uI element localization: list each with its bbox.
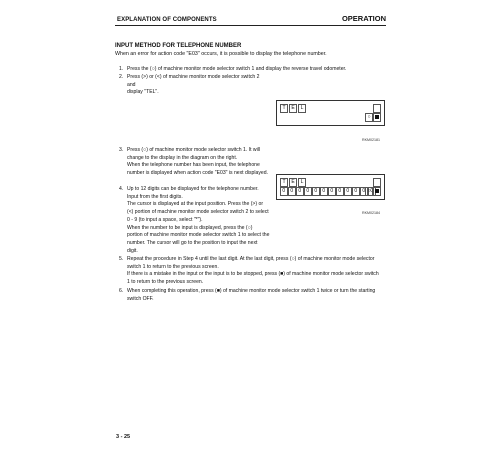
section-intro: When an error for action code "E03" occurs, it is possible to display the telephone number. (115, 51, 327, 57)
step-line: 1 to return to the previous screen. (127, 279, 204, 286)
step-line: The cursor is displayed at the input position. Press the (>) or (127, 201, 264, 208)
lcd-digit-cell: 0 (336, 187, 344, 196)
lcd-cell: T (280, 178, 288, 187)
lcd-digit-cell: 0 (280, 187, 288, 196)
header-chapter-label: OPERATION (341, 14, 386, 23)
lcd-digit-cell: 0 (368, 187, 376, 196)
lcd-digit-cell: 0 (312, 187, 320, 196)
step-line: display "TEL". (127, 89, 159, 96)
lcd-digit-cell: 0 (320, 187, 328, 196)
step-3 (119, 147, 277, 178)
lcd-indicator-cell: ○ (365, 113, 373, 122)
step-line: digit. (127, 247, 138, 254)
step-number: 3. (119, 147, 124, 153)
lcd-digit-cell: 0 (328, 187, 336, 196)
lcd-cell: E (289, 104, 297, 113)
lcd-digit-row (280, 187, 376, 196)
section-title: INPUT METHOD FOR TELEPHONE NUMBER (115, 43, 242, 49)
lcd-indicator-cell (373, 178, 381, 187)
figure-reference: RKM02184 (362, 211, 380, 215)
step-line: number. The cursor will go to the position to input the next (127, 239, 258, 246)
step-number: 1. (119, 66, 124, 72)
lcd-digit-cell: 0 (304, 187, 312, 196)
lcd-digit-cell: 0 (360, 187, 368, 196)
step-6 (119, 288, 389, 303)
step-number: 6. (119, 288, 124, 294)
lcd-top-row (280, 178, 306, 187)
step-line: When completing this operation, press (■) of machine monitor mode selector switch 1 twice or turn the starting (127, 288, 376, 294)
step-line: 0 - 9 (to input a space, select "*"). (127, 216, 203, 223)
lcd-digit-cell: 0 (296, 187, 304, 196)
step-line: If there is a mistake in the input or the input is to be stopped, press (■) of machine monitor mode selector switch (127, 271, 379, 278)
step-line: When the telephone number has been input, the telephone (127, 162, 260, 169)
step-number: 4. (119, 186, 124, 192)
step-line: When the number to be input is displayed, press the (○) (127, 224, 253, 231)
square-icon (375, 189, 379, 193)
step-line: change to the display in the diagram on the right. (127, 154, 238, 161)
lcd-digit-cell: 0 (288, 187, 296, 196)
lcd-display-tel (276, 100, 385, 126)
lcd-display-digits (276, 174, 385, 200)
step-line: portion of machine monitor mode selector switch 1 to select the (127, 232, 270, 239)
step-line: Press the (○) of machine monitor mode selector switch 1 and display the reverse travel odometer. (127, 66, 347, 72)
lcd-indicator-cell: ○ (365, 187, 373, 196)
step-4 (119, 186, 277, 255)
step-line: (<) portion of machine monitor mode selector switch 2 to select (127, 209, 269, 216)
step-line: Press (○) of machine monitor mode selector switch 1. It will (127, 147, 261, 153)
lcd-indicator-cell (373, 113, 381, 122)
lcd-cell: E (289, 178, 297, 187)
square-icon (375, 115, 379, 119)
lcd-cell: L (298, 104, 306, 113)
lcd-cell: T (280, 104, 288, 113)
step-number: 5. (119, 256, 124, 262)
step-line: Press (>) or (<) of machine monitor mode selector switch 2 and (127, 74, 260, 88)
lcd-top-row (280, 104, 306, 113)
page-number: 3 - 25 (116, 434, 131, 440)
step-line: Repeat the procedure in Step 4 until the last digit. At the last digit, press (○) of machine monitor mode selector (127, 256, 375, 262)
figure-reference: RKM02181 (362, 138, 380, 142)
step-line: switch OFF. (127, 295, 154, 302)
step-number: 2. (119, 74, 124, 80)
lcd-indicator-cell (373, 104, 381, 113)
lcd-digit-cell: 0 (344, 187, 352, 196)
step-line: switch 1 to return to the previous screen. (127, 263, 219, 270)
step-5 (119, 256, 389, 287)
header-rule (115, 25, 386, 26)
step-line: number is displayed when action code "E03" is next displayed. (127, 170, 268, 177)
step-1 (119, 66, 389, 74)
lcd-indicator-cell (373, 187, 381, 196)
step-line: Up to 12 digits can be displayed for the telephone number. (127, 186, 259, 192)
header-section-label: EXPLANATION OF COMPONENTS (117, 17, 217, 23)
step-line: Input from the first digits. (127, 193, 183, 200)
lcd-cell: L (298, 178, 306, 187)
step-2 (119, 74, 269, 97)
lcd-digit-cell: 0 (352, 187, 360, 196)
